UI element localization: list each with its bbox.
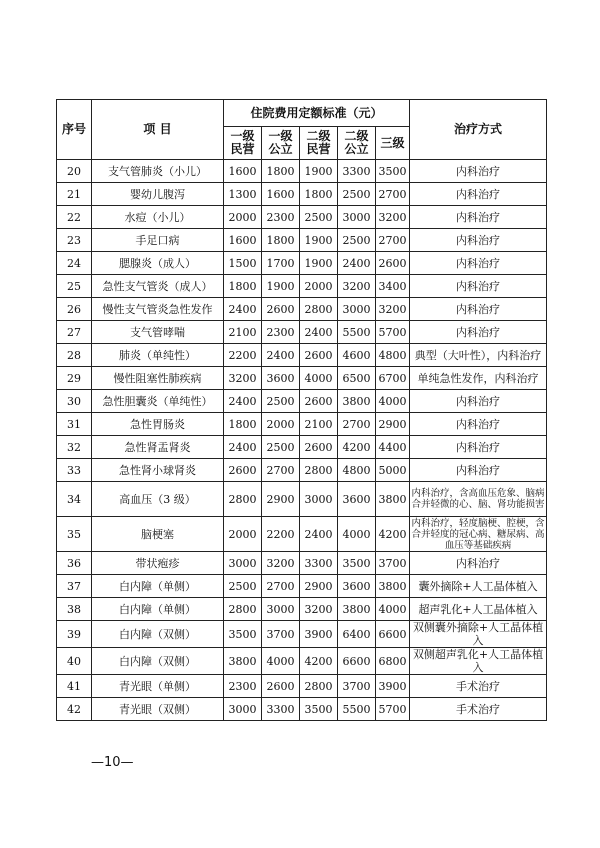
row-price-level-2: 3200 — [262, 552, 300, 575]
row-treatment: 超声乳化+人工晶体植入 — [410, 598, 547, 621]
row-price-level-1: 3200 — [224, 367, 262, 390]
header-level-3 — [300, 127, 338, 160]
row-price-level-3: 4200 — [300, 648, 338, 675]
row-price-level-5: 5000 — [376, 459, 410, 482]
row-price-level-1: 2800 — [224, 598, 262, 621]
row-price-level-2: 3600 — [262, 367, 300, 390]
row-price-level-2: 2000 — [262, 413, 300, 436]
row-price-level-2: 2600 — [262, 298, 300, 321]
row-price-level-1: 1600 — [224, 160, 262, 183]
row-treatment: 典型（大叶性），内科治疗 — [410, 344, 547, 367]
row-price-level-2: 2700 — [262, 459, 300, 482]
row-treatment: 内科治疗 — [410, 275, 547, 298]
row-seq: 22 — [57, 206, 92, 229]
row-treatment: 内科治疗 — [410, 390, 547, 413]
row-seq: 34 — [57, 482, 92, 517]
table-row — [57, 698, 547, 721]
row-seq: 24 — [57, 252, 92, 275]
row-price-level-4: 5500 — [338, 321, 376, 344]
row-item: 高血压（3 级） — [92, 482, 224, 517]
row-price-level-5: 3800 — [376, 575, 410, 598]
row-price-level-3: 2400 — [300, 517, 338, 552]
row-price-level-3: 3000 — [300, 482, 338, 517]
row-treatment: 内科治疗 — [410, 160, 547, 183]
row-price-level-5: 3400 — [376, 275, 410, 298]
row-item: 白内障（双侧） — [92, 648, 224, 675]
row-seq: 37 — [57, 575, 92, 598]
header-item: 项 目 — [92, 100, 224, 160]
header-level-line-2: 民营 — [230, 142, 255, 156]
table-row — [57, 298, 547, 321]
row-seq: 33 — [57, 459, 92, 482]
row-price-level-5: 2900 — [376, 413, 410, 436]
row-seq: 41 — [57, 675, 92, 698]
table-row — [57, 621, 547, 648]
row-price-level-1: 2100 — [224, 321, 262, 344]
table-row — [57, 675, 547, 698]
row-item: 青光眼（单侧） — [92, 675, 224, 698]
table-row — [57, 252, 547, 275]
row-item: 青光眼（双侧） — [92, 698, 224, 721]
fee-standard-table — [56, 99, 547, 721]
row-price-level-4: 2500 — [338, 229, 376, 252]
row-treatment: 内科治疗，轻度脑梗、腔梗，含合并轻度的冠心病、糖尿病、高血压等基础疾病 — [411, 517, 545, 551]
row-treatment: 内科治疗 — [410, 436, 547, 459]
table-body — [57, 160, 547, 721]
row-price-level-5: 3500 — [376, 160, 410, 183]
row-price-level-3: 2600 — [300, 436, 338, 459]
table-row — [57, 598, 547, 621]
table-row — [57, 229, 547, 252]
row-seq: 31 — [57, 413, 92, 436]
row-treatment: 内科治疗 — [410, 206, 547, 229]
row-seq: 36 — [57, 552, 92, 575]
row-price-level-5: 3800 — [376, 482, 410, 517]
row-price-level-3: 3300 — [300, 552, 338, 575]
header-level-line-1: 一级 — [230, 129, 255, 143]
row-seq: 26 — [57, 298, 92, 321]
row-item: 白内障（单侧） — [92, 598, 224, 621]
row-price-level-2: 1700 — [262, 252, 300, 275]
row-price-level-2: 2700 — [262, 575, 300, 598]
row-price-level-4: 3000 — [338, 298, 376, 321]
row-price-level-2: 2300 — [262, 206, 300, 229]
row-price-level-3: 1800 — [300, 183, 338, 206]
row-seq: 23 — [57, 229, 92, 252]
row-price-level-4: 3700 — [338, 675, 376, 698]
row-price-level-3: 2800 — [300, 675, 338, 698]
row-price-level-5: 4000 — [376, 390, 410, 413]
row-seq: 42 — [57, 698, 92, 721]
row-price-level-4: 2400 — [338, 252, 376, 275]
row-price-level-2: 3000 — [262, 598, 300, 621]
row-treatment: 内科治疗，含高血压危象、脑病合并轻微的心、脑、肾功能损害 — [410, 482, 547, 517]
row-seq: 30 — [57, 390, 92, 413]
header-level-line-1: 三级 — [380, 135, 405, 150]
row-treatment: 内科治疗 — [410, 321, 547, 344]
row-price-level-5: 5700 — [376, 321, 410, 344]
row-treatment: 内科治疗 — [410, 252, 547, 275]
row-price-level-4: 6400 — [338, 621, 376, 648]
table-row — [57, 183, 547, 206]
row-price-level-2: 2600 — [262, 675, 300, 698]
header-treatment: 治疗方式 — [410, 100, 547, 160]
table-row — [57, 160, 547, 183]
table-row — [57, 344, 547, 367]
row-treatment: 手术治疗 — [410, 698, 547, 721]
row-seq: 39 — [57, 621, 92, 648]
row-price-level-4: 3000 — [338, 206, 376, 229]
header-standard-group: 住院费用定额标准（元） — [224, 100, 410, 127]
row-price-level-2: 2200 — [262, 517, 300, 552]
row-seq: 27 — [57, 321, 92, 344]
row-price-level-3: 1900 — [300, 229, 338, 252]
row-item: 慢性支气管炎急性发作 — [92, 298, 224, 321]
row-price-level-2: 1800 — [262, 160, 300, 183]
row-price-level-1: 2000 — [224, 517, 262, 552]
row-price-level-1: 2200 — [224, 344, 262, 367]
table-row — [57, 482, 547, 517]
row-price-level-2: 1600 — [262, 183, 300, 206]
header-level-line-2: 公立 — [344, 142, 369, 156]
table-row — [57, 321, 547, 344]
row-seq: 38 — [57, 598, 92, 621]
row-price-level-3: 2800 — [300, 298, 338, 321]
row-price-level-4: 4800 — [338, 459, 376, 482]
row-price-level-2: 1900 — [262, 275, 300, 298]
row-item: 急性肾小球肾炎 — [92, 459, 224, 482]
row-item: 婴幼儿腹泻 — [92, 183, 224, 206]
row-price-level-2: 2300 — [262, 321, 300, 344]
row-price-level-3: 1900 — [300, 160, 338, 183]
row-price-level-1: 1800 — [224, 275, 262, 298]
row-price-level-5: 3900 — [376, 675, 410, 698]
row-item: 急性肾盂肾炎 — [92, 436, 224, 459]
row-item: 肺炎（单纯性） — [92, 344, 224, 367]
row-price-level-1: 3500 — [224, 621, 262, 648]
row-price-level-4: 3600 — [338, 482, 376, 517]
row-seq: 20 — [57, 160, 92, 183]
row-item: 水痘（小儿） — [92, 206, 224, 229]
table-row — [57, 206, 547, 229]
row-price-level-3: 2100 — [300, 413, 338, 436]
row-treatment: 内科治疗 — [410, 229, 547, 252]
row-price-level-3: 1900 — [300, 252, 338, 275]
row-price-level-5: 2700 — [376, 183, 410, 206]
header-level-1 — [224, 127, 262, 160]
row-item: 急性胆囊炎（单纯性） — [92, 390, 224, 413]
table-row — [57, 390, 547, 413]
row-price-level-1: 1800 — [224, 413, 262, 436]
row-treatment: 单纯急性发作，内科治疗 — [410, 367, 547, 390]
header-level-4 — [338, 127, 376, 160]
row-price-level-1: 3800 — [224, 648, 262, 675]
row-item: 白内障（双侧） — [92, 621, 224, 648]
row-price-level-1: 1300 — [224, 183, 262, 206]
table-row — [57, 517, 547, 552]
row-price-level-5: 2600 — [376, 252, 410, 275]
row-price-level-5: 3200 — [376, 206, 410, 229]
row-price-level-1: 3000 — [224, 552, 262, 575]
row-price-level-4: 3500 — [338, 552, 376, 575]
row-treatment: 内科治疗 — [410, 459, 547, 482]
row-price-level-3: 3200 — [300, 598, 338, 621]
row-price-level-1: 2000 — [224, 206, 262, 229]
row-price-level-4: 4000 — [338, 517, 376, 552]
row-price-level-2: 3700 — [262, 621, 300, 648]
row-seq: 32 — [57, 436, 92, 459]
row-treatment: 内科治疗 — [410, 413, 547, 436]
row-price-level-3: 4000 — [300, 367, 338, 390]
row-price-level-5: 4400 — [376, 436, 410, 459]
row-price-level-3: 3900 — [300, 621, 338, 648]
row-price-level-3: 2600 — [300, 344, 338, 367]
row-item: 腮腺炎（成人） — [92, 252, 224, 275]
row-price-level-3: 2400 — [300, 321, 338, 344]
row-price-level-1: 1500 — [224, 252, 262, 275]
row-price-level-5: 3200 — [376, 298, 410, 321]
row-seq: 29 — [57, 367, 92, 390]
row-price-level-2: 1800 — [262, 229, 300, 252]
row-price-level-1: 2500 — [224, 575, 262, 598]
header-level-line-2: 民营 — [306, 142, 331, 156]
row-seq: 25 — [57, 275, 92, 298]
row-item: 手足口病 — [92, 229, 224, 252]
row-price-level-1: 3000 — [224, 698, 262, 721]
row-price-level-4: 5500 — [338, 698, 376, 721]
row-price-level-2: 3300 — [262, 698, 300, 721]
table-header — [57, 100, 547, 160]
header-level-line-1: 二级 — [344, 129, 369, 143]
table-row — [57, 648, 547, 675]
row-treatment: 内科治疗 — [410, 552, 547, 575]
table-row — [57, 413, 547, 436]
row-item: 急性支气管炎（成人） — [92, 275, 224, 298]
table-row — [57, 459, 547, 482]
row-price-level-2: 4000 — [262, 648, 300, 675]
row-price-level-4: 3300 — [338, 160, 376, 183]
row-seq: 28 — [57, 344, 92, 367]
row-item: 支气管哮喘 — [92, 321, 224, 344]
row-price-level-1: 2400 — [224, 436, 262, 459]
row-price-level-5: 4800 — [376, 344, 410, 367]
row-price-level-5: 4000 — [376, 598, 410, 621]
row-item: 带状疱疹 — [92, 552, 224, 575]
row-item: 脑梗塞 — [92, 517, 224, 552]
row-seq: 40 — [57, 648, 92, 675]
table-row — [57, 367, 547, 390]
header-level-line-2: 公立 — [268, 142, 293, 156]
row-price-level-2: 2900 — [262, 482, 300, 517]
row-price-level-3: 2500 — [300, 206, 338, 229]
row-price-level-5: 6600 — [376, 621, 410, 648]
header-level-5 — [376, 127, 410, 160]
row-price-level-4: 3800 — [338, 390, 376, 413]
row-item: 急性胃肠炎 — [92, 413, 224, 436]
row-item: 白内障（单侧） — [92, 575, 224, 598]
row-price-level-5: 3700 — [376, 552, 410, 575]
row-price-level-3: 2900 — [300, 575, 338, 598]
row-price-level-2: 2500 — [262, 436, 300, 459]
row-seq: 35 — [57, 517, 92, 552]
row-price-level-5: 2700 — [376, 229, 410, 252]
row-price-level-4: 6500 — [338, 367, 376, 390]
row-price-level-3: 2600 — [300, 390, 338, 413]
row-price-level-4: 4200 — [338, 436, 376, 459]
row-price-level-4: 2500 — [338, 183, 376, 206]
header-level-line-1: 一级 — [268, 129, 293, 143]
table-row — [57, 436, 547, 459]
row-treatment: 双侧超声乳化+人工晶体植入 — [410, 648, 547, 675]
row-price-level-4: 6600 — [338, 648, 376, 675]
row-price-level-5: 6800 — [376, 648, 410, 675]
row-price-level-4: 3800 — [338, 598, 376, 621]
row-treatment: 内科治疗 — [410, 298, 547, 321]
row-price-level-4: 3200 — [338, 275, 376, 298]
row-treatment: 手术治疗 — [410, 675, 547, 698]
row-price-level-3: 2000 — [300, 275, 338, 298]
header-seq: 序号 — [57, 100, 92, 160]
page-number: —10— — [91, 755, 134, 770]
table-row — [57, 575, 547, 598]
row-price-level-4: 2700 — [338, 413, 376, 436]
row-price-level-3: 3500 — [300, 698, 338, 721]
row-price-level-1: 2300 — [224, 675, 262, 698]
row-price-level-2: 2500 — [262, 390, 300, 413]
row-price-level-1: 1600 — [224, 229, 262, 252]
row-price-level-1: 2400 — [224, 298, 262, 321]
row-price-level-4: 3600 — [338, 575, 376, 598]
row-price-level-1: 2600 — [224, 459, 262, 482]
row-price-level-5: 4200 — [376, 517, 410, 552]
row-item: 支气管肺炎（小儿） — [92, 160, 224, 183]
row-treatment: 双侧囊外摘除+人工晶体植入 — [410, 621, 547, 648]
row-seq: 21 — [57, 183, 92, 206]
row-price-level-1: 2400 — [224, 390, 262, 413]
table-row — [57, 552, 547, 575]
row-price-level-4: 4600 — [338, 344, 376, 367]
table-row — [57, 275, 547, 298]
row-treatment: 囊外摘除+人工晶体植入 — [410, 575, 547, 598]
row-price-level-3: 2800 — [300, 459, 338, 482]
row-price-level-5: 6700 — [376, 367, 410, 390]
header-level-line-1: 二级 — [306, 129, 331, 143]
row-item: 慢性阻塞性肺疾病 — [92, 367, 224, 390]
row-treatment: 内科治疗 — [410, 183, 547, 206]
row-price-level-2: 2400 — [262, 344, 300, 367]
row-price-level-5: 5700 — [376, 698, 410, 721]
header-level-2 — [262, 127, 300, 160]
row-price-level-1: 2800 — [224, 482, 262, 517]
